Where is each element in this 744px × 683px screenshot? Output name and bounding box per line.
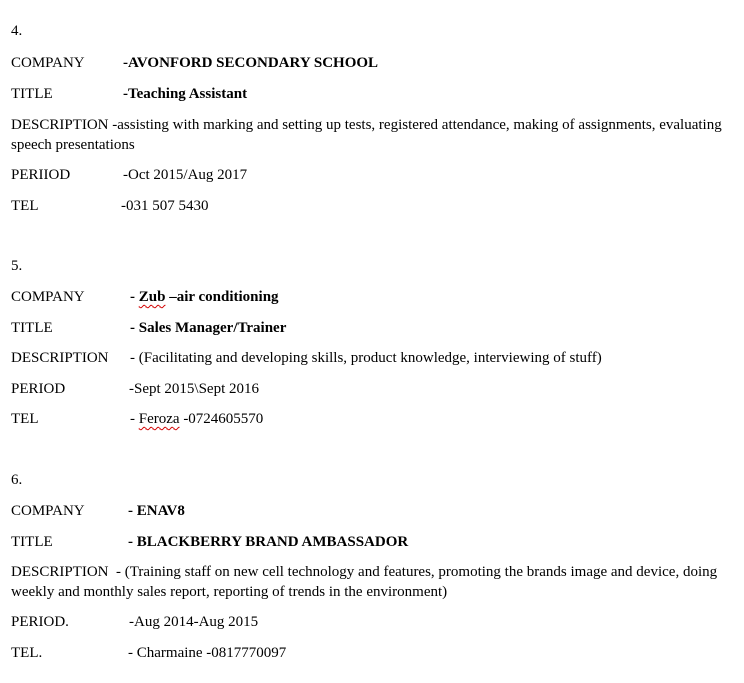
period-label: PERIIOD [11,167,71,183]
entry-number: 4. [11,23,23,39]
period-label: PERIOD. [11,614,69,630]
title-label: TITLE [11,320,53,336]
description-label: DESCRIPTION [11,117,109,133]
description-value: - (Facilitating and developing skills, product knowledge, interviewing of stuff) [130,350,602,366]
period-label: PERIOD [11,381,66,397]
tel-value: - Charmaine -0817770097 [128,645,287,661]
company-value: - ENAV8 [128,503,185,519]
spellcheck-flagged-word[interactable]: Feroza [138,411,180,427]
entry-number: 5. [11,258,23,274]
title-label: TITLE [11,86,53,102]
description-value: - (Training staff on new cell technology and features, promoting the brands image and device, doing weekly and monthly sales report, reporting of trends in the environment) [11,564,718,600]
tel-value: -031 507 5430 [121,198,209,214]
period-value: -Oct 2015/Aug 2017 [123,167,248,183]
description-label: DESCRIPTION [11,350,109,366]
period-value: -Sept 2015\Sept 2016 [129,381,259,397]
company-rest: –air conditioning [165,289,279,305]
description-block [11,562,736,602]
title-value: - Sales Manager/Trainer [130,320,287,336]
description-block [11,115,736,155]
tel-label: TEL. [11,645,43,661]
company-prefix: - [130,289,139,305]
company-label: COMPANY [11,55,85,71]
title-value: -Teaching Assistant [123,86,248,102]
tel-rest: -0724605570 [179,411,264,427]
description-value: -assisting with marking and setting up tests, registered attendance, making of assignments, evaluating speech presentations [11,117,722,153]
company-label: COMPANY [11,289,85,305]
spellcheck-flagged-word[interactable]: Zub [138,289,166,305]
title-value: - BLACKBERRY BRAND AMBASSADOR [128,534,409,550]
company-value: -AVONFORD SECONDARY SCHOOL [123,55,379,71]
company-label: COMPANY [11,503,85,519]
tel-label: TEL [11,198,39,214]
description-label: DESCRIPTION [11,564,109,580]
period-value: -Aug 2014-Aug 2015 [129,614,259,630]
entry-number: 6. [11,472,23,488]
tel-prefix: - [130,411,139,427]
tel-label: TEL [11,411,39,427]
company-value [130,288,279,306]
tel-value [130,410,263,428]
title-label: TITLE [11,534,53,550]
